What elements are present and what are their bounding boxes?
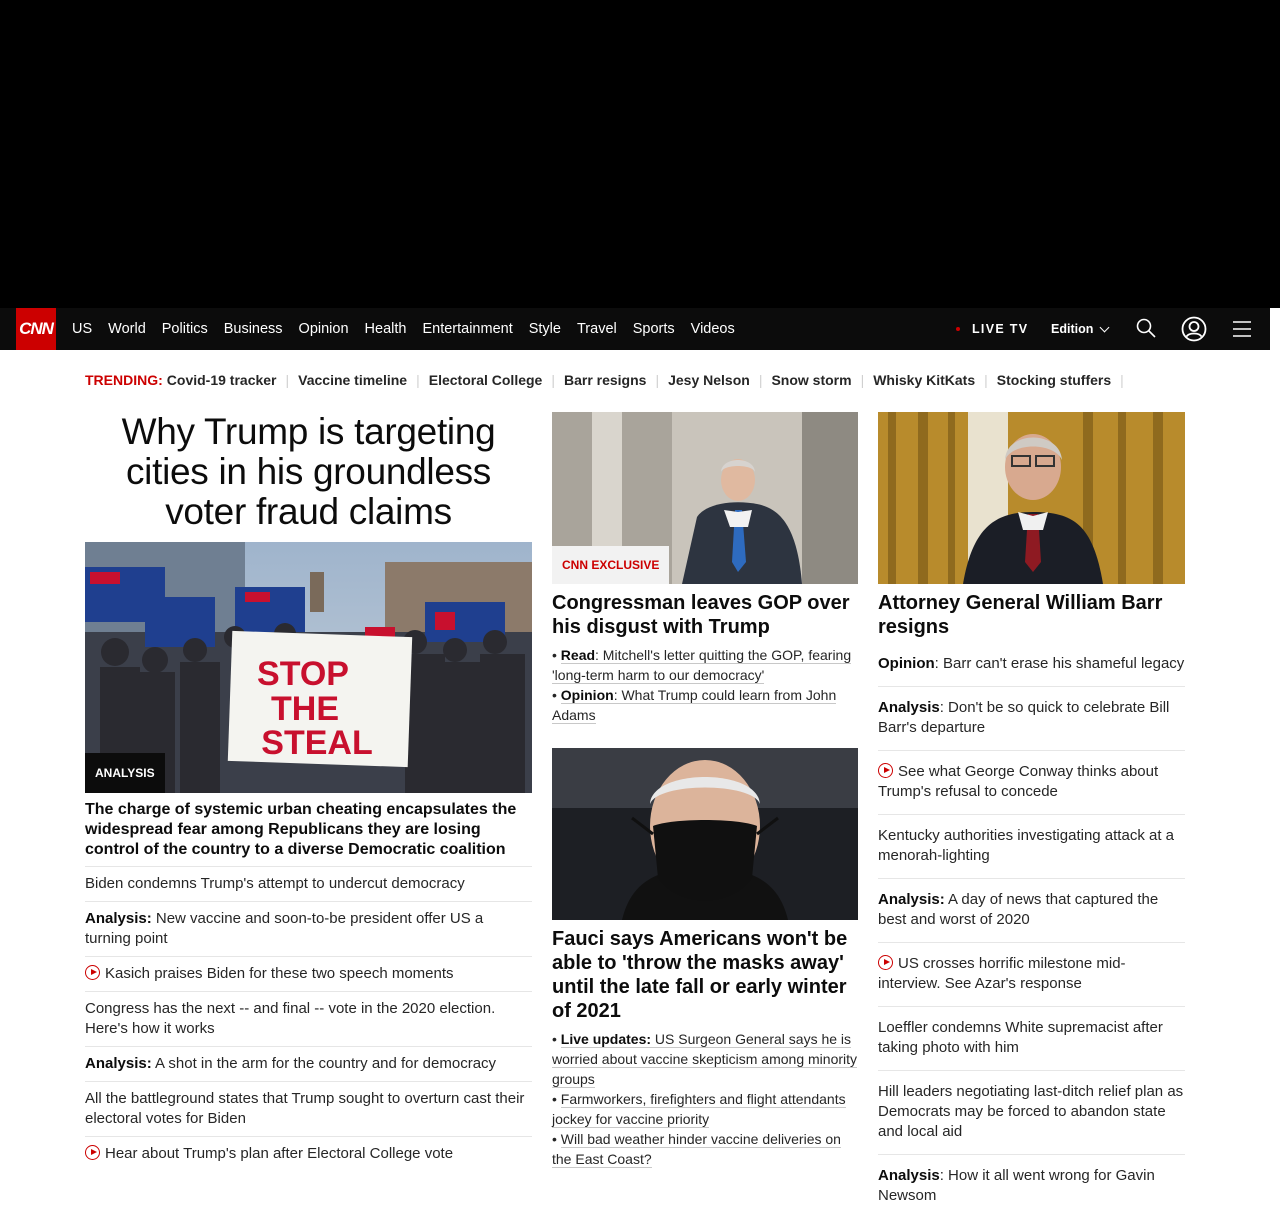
fauci-headline[interactable]: Fauci says Americans won't be able to 'throw the masks away' until the late fall or early winter of 2021 [552, 928, 848, 1022]
lead-headline[interactable]: Why Trump is targeting cities in his groundless voter fraud claims [121, 411, 496, 532]
story-item[interactable] [878, 1007, 1185, 1071]
story-item[interactable] [878, 943, 1185, 1007]
svg-text:STEAL: STEAL [261, 724, 373, 762]
story-text: US crosses horrific milestone mid-interview. See Azar's response [878, 955, 1126, 992]
bullet-dot: • [552, 687, 561, 703]
story-item[interactable] [85, 957, 532, 992]
trending-divider: | [1120, 372, 1124, 388]
nav-link-entertainment[interactable]: Entertainment [422, 321, 513, 337]
related-link-text [552, 647, 851, 684]
related-link-text [552, 1091, 846, 1128]
story-text: Hill leaders negotiating last-ditch relief plan as Democrats may be forced to abandon state and local aid [878, 1083, 1184, 1140]
story-item[interactable] [878, 1071, 1185, 1155]
story-text: Congress has the next -- and final -- vote in the 2020 election. Here's how it works [85, 1000, 496, 1037]
trending-item[interactable]: Whisky KitKats [873, 372, 976, 388]
story-prefix: Analysis: [878, 891, 945, 908]
trending-divider: | [655, 372, 660, 388]
nav-link-sports[interactable]: Sports [632, 321, 675, 337]
trending-bar [85, 371, 1133, 389]
bullet-dot: • [552, 1091, 561, 1107]
story-text: Kasich praises Biden for these two speech moments [105, 965, 454, 982]
related-link-body: : Mitchell's letter quitting the GOP, fearing 'long-term harm to our democracy' [552, 647, 852, 683]
svg-text:THE: THE [271, 690, 339, 728]
story-text: See what George Conway thinks about Trump's refusal to concede [878, 763, 1159, 800]
trending-divider: | [860, 372, 865, 388]
top-nav [0, 308, 1270, 350]
story-prefix: Opinion [878, 655, 935, 672]
trending-divider: | [285, 372, 290, 388]
lead-subheadline[interactable]: The charge of systemic urban cheating encapsulates the widespread fear among Republicans they are losing control of the country to a diverse Democratic coalition [85, 800, 532, 867]
trending-item[interactable]: Covid-19 tracker [166, 372, 277, 388]
story-prefix: Analysis: [85, 910, 152, 927]
edition-label: Edition [1051, 322, 1094, 336]
lead-column [85, 410, 532, 1171]
analysis-badge: ANALYSIS [85, 753, 165, 793]
right-column [878, 412, 1185, 1206]
related-link-prefix: Read [560, 647, 596, 663]
nav-link-politics[interactable]: Politics [161, 321, 208, 337]
live-dot-icon [956, 327, 960, 331]
story-text: A day of news that captured the best and worst of 2020 [878, 891, 1159, 928]
nav-link-videos[interactable]: Videos [690, 321, 735, 337]
related-link[interactable] [552, 1089, 858, 1129]
trending-item[interactable]: Electoral College [428, 372, 543, 388]
story-item[interactable] [85, 1082, 532, 1137]
video-play-icon [878, 955, 893, 970]
nav-link-travel[interactable]: Travel [576, 321, 617, 337]
nav-link-opinion[interactable]: Opinion [298, 321, 349, 337]
story-text: : How it all went wrong for Gavin Newsom [878, 1167, 1155, 1204]
related-link-text [552, 687, 836, 724]
lead-story-list [85, 867, 532, 1171]
video-play-icon [878, 763, 893, 778]
trending-item[interactable]: Barr resigns [563, 372, 647, 388]
story-prefix: Analysis [878, 1167, 940, 1184]
nav-link-us[interactable]: US [72, 321, 93, 337]
story-item[interactable] [85, 867, 532, 902]
related-link-prefix: Opinion [560, 687, 614, 703]
related-link-text [552, 1131, 841, 1168]
trending-divider: | [416, 372, 420, 388]
story-item[interactable] [878, 879, 1185, 943]
story-prefix: Analysis [878, 699, 940, 716]
trending-divider: | [758, 372, 763, 388]
middle-column [552, 412, 858, 1169]
story-text: Kentucky authorities investigating attack at a menorah-lighting [878, 827, 1175, 864]
related-link[interactable] [552, 685, 858, 725]
story-text: Hear about Trump's plan after Electoral College vote [105, 1145, 454, 1162]
trending-item[interactable]: Jesy Nelson [668, 372, 750, 388]
story-item[interactable] [878, 643, 1185, 687]
related-link-text [552, 1031, 857, 1088]
bullet-dot: • [552, 1031, 561, 1047]
related-link-body: Will bad weather hinder vaccine deliveries on the East Coast? [552, 1131, 841, 1167]
edition-dropdown[interactable] [1051, 308, 1108, 350]
live-tv-label: LIVE TV [972, 322, 1029, 336]
trending-divider: | [551, 372, 555, 388]
congressman-headline[interactable]: Congressman leaves GOP over his disgust with Trump [552, 592, 850, 638]
search-icon[interactable] [1136, 318, 1156, 338]
barr-story-list [878, 643, 1185, 1206]
story-text: : Don't be so quick to celebrate Bill Barr's departure [878, 699, 1170, 736]
nav-link-style[interactable]: Style [528, 321, 561, 337]
video-play-icon [85, 1145, 100, 1160]
story-item[interactable] [85, 1047, 532, 1082]
story-item[interactable] [878, 751, 1185, 815]
svg-text:STOP: STOP [257, 655, 349, 693]
barr-image[interactable] [878, 412, 1185, 584]
story-text: Biden condemns Trump's attempt to undercut democracy [85, 875, 465, 892]
nav-link-health[interactable]: Health [364, 321, 407, 337]
trending-item[interactable]: Stocking stuffers [996, 372, 1112, 388]
congressman-related-links [552, 645, 858, 725]
fauci-related-links [552, 1029, 858, 1169]
story-item[interactable] [878, 687, 1185, 751]
hero-image[interactable] [85, 542, 532, 793]
related-link-body: Farmworkers, firefighters and flight attendants jockey for vaccine priority [552, 1091, 846, 1127]
related-link-body: US Surgeon General says he is worried about vaccine skepticism among minority groups [552, 1031, 858, 1087]
trending-divider: | [984, 372, 988, 388]
story-text: Loeffler condemns White supremacist after taking photo with him [878, 1019, 1163, 1056]
bullet-dot: • [552, 647, 561, 663]
advertisement-area [0, 0, 1280, 308]
nav-link-business[interactable]: Business [223, 321, 283, 337]
video-play-icon [85, 965, 100, 980]
story-text: A shot in the arm for the country and for democracy [151, 1055, 497, 1072]
congressman-image[interactable] [552, 412, 858, 584]
fauci-photo [552, 748, 858, 920]
related-link[interactable] [552, 645, 858, 685]
nav-link-world[interactable]: World [108, 321, 146, 337]
related-link[interactable] [552, 1029, 858, 1089]
cnn-logo[interactable]: CNN [16, 308, 56, 350]
story-item[interactable] [878, 1155, 1185, 1206]
story-text: All the battleground states that Trump sought to overturn cast their electoral votes for Biden [85, 1090, 525, 1127]
story-item[interactable] [85, 902, 532, 957]
bullet-dot: • [552, 1131, 561, 1147]
related-link[interactable] [552, 1129, 858, 1169]
trending-item[interactable]: Vaccine timeline [298, 372, 408, 388]
barr-headline[interactable]: Attorney General William Barr resigns [878, 592, 1163, 638]
story-item[interactable] [878, 815, 1185, 879]
story-item[interactable] [85, 1137, 532, 1171]
menu-icon[interactable] [1233, 320, 1251, 338]
story-item[interactable] [85, 992, 532, 1047]
barr-photo [878, 412, 1185, 584]
story-prefix: Analysis: [85, 1055, 152, 1072]
story-text: New vaccine and soon-to-be president offer US a turning point [85, 910, 484, 947]
exclusive-badge: CNN EXCLUSIVE [552, 546, 669, 584]
chevron-down-icon [1100, 322, 1110, 332]
fauci-image[interactable] [552, 748, 858, 920]
story-text: : Barr can't erase his shameful legacy [934, 655, 1185, 672]
nav-links [72, 308, 751, 350]
related-link-prefix: Live updates: [560, 1031, 652, 1047]
user-icon[interactable] [1181, 316, 1207, 342]
related-link-body: : What Trump could learn from John Adams [552, 687, 837, 723]
live-tv-link[interactable] [956, 308, 1028, 350]
trending-item[interactable]: Snow storm [771, 372, 852, 388]
trending-label: TRENDING: [85, 372, 163, 388]
